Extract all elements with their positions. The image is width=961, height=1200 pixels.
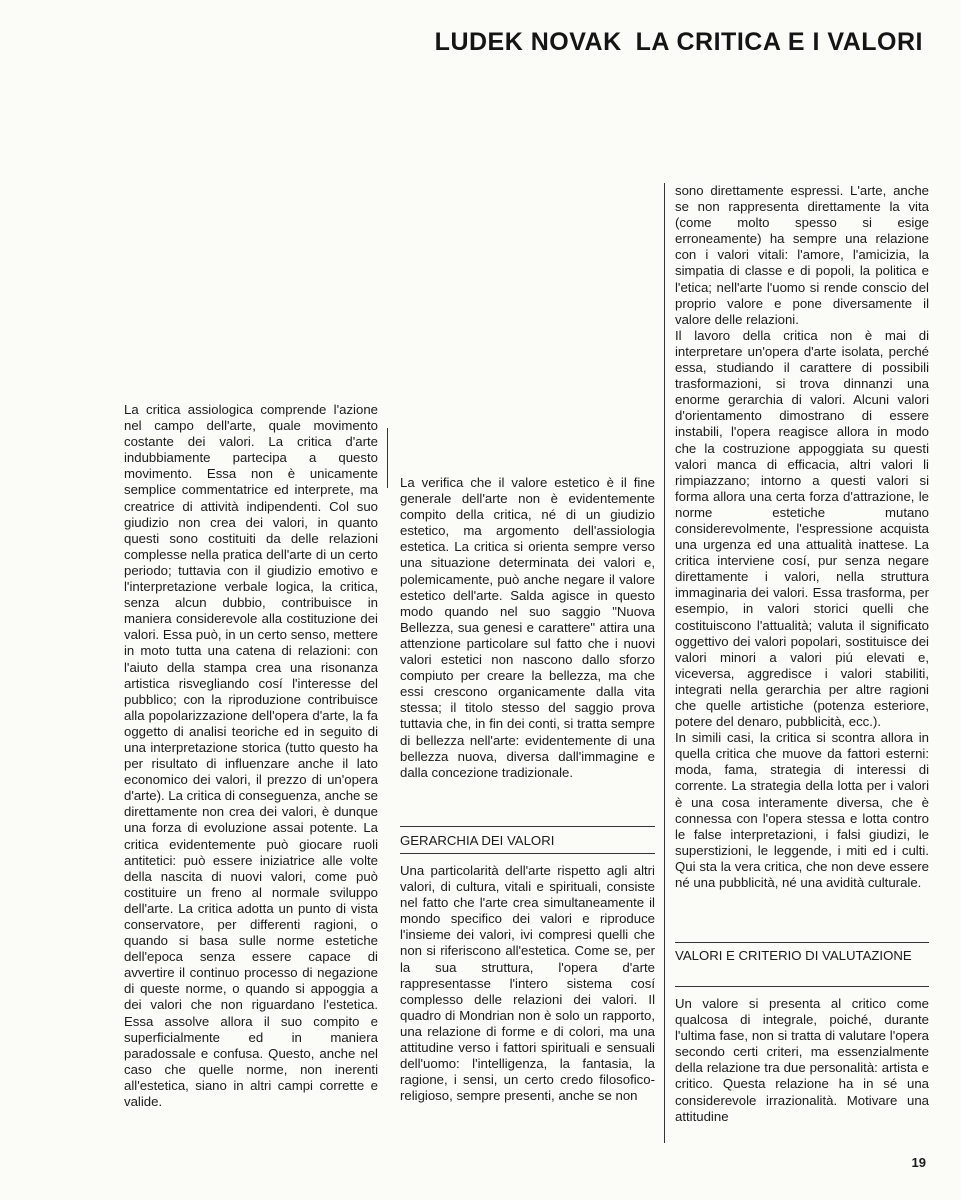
column-3-paragraph-2: Il lavoro della critica non è mai di interpretare un'opera d'arte isolata, perché essa, studiando il carattere di possibili trasformazioni, si trova dinnanzi una enorme gerarchia di valori. Alcuni valori d'orientamento dimostrano di essere instabili, l'opera reagisce allora in modo che la costruzione appoggiata su questi valori manca di efficacia, altri valori li rimpiazzano; intorno a questi valori si forma allora una certa forza d'attrazione, le norme estetiche mutano considerevolmente, l'espressione acquista una urgenza ed una attualità inattese. La critica interviene cosí, pur senza negare direttamente i valori, nella struttura immaginaria dei valori. Essa trasforma, per esempio, in valori storici quelli che costituiscono l'attualità; valuta il significato oggettivo dei valori popolari, sostituisce dei valori minori a valori piú elevati e, viceversa, aggredisce i valori stabiliti, integrati nella gerarchia per altre ragioni che quelle artistiche (potenza esteriore, potere del denaro, pubblicità, ecc.). (675, 327, 929, 730)
column-2-paragraph: La verifica che il valore estetico è il fine generale dell'arte non è evidentemente compito della critica, né di un giudizio estetico, ma argomento dell'assiologia estetica. La critica si orienta sempre verso una situazione determinata dei valori e, polemicamente, può anche negare il valore estetico dell'arte. Salda agisce in questo modo quando nel suo saggio "Nuova Bellezza, sua genesi e carattere" attira una attenzione particolare sul fatto che i nuovi valori estetici non nascono dallo sforzo compiuto per creare la bellezza, ma che essi crescono organicamente dalla vita stessa; il titolo stesso del saggio prova tuttavia che, in fin dei conti, si tratta sempre di bellezza nell'arte: evidentemente di una bellezza nuova, diversa dall'immagine e dalla concezione tradizionale. (400, 475, 655, 780)
section-rule-valori-bottom (675, 986, 929, 987)
column-rule-2 (664, 183, 665, 1143)
column-3-paragraph-3: In simili casi, la critica si scontra allora in quella critica che muove da fattori esterni: moda, fama, strategia di interessi di corrente. La strategia della lotta per i valori è una cosa interamente diversa, che è connessa con l'opera stessa e lotta contro le false interpretazioni, i falsi giudizi, le superstizioni, le leggende, i miti ed i culti. Qui sta la vera critica, che non deve essere né una pubblicità, né una avidità culturale. (675, 730, 929, 891)
column-3-section-paragraph: Un valore si presenta al critico come qualcosa di integrale, poiché, durante l'ultima fase, non si tratta di valutare l'opera secondo certi criteri, ma essenzialmente della relazione tra due personalità: artista e critico. Questa relazione ha in sé una considerevole irrazionalità. Motivare una attitudine (675, 996, 929, 1124)
column-3 (675, 183, 929, 891)
column-rule-1 (387, 428, 388, 488)
column-2-section (400, 863, 655, 1104)
page-number: 19 (911, 1155, 926, 1170)
section-rule-gerarchia (400, 826, 655, 827)
section-heading-gerarchia: GERARCHIA DEI VALORI (400, 833, 555, 848)
section-rule-gerarchia-bottom (400, 853, 655, 854)
column-1-paragraph: La critica assiologica comprende l'azione nel campo dell'arte, quale movimento costante dei valori. La critica d'arte indubbiamente partecipa a questo movimento. Essa non è unicamente semplice commentatrice ed interprete, ma creatrice di attività indipendenti. Col suo giudizio non crea dei valori, in quanto questi sono costituiti da delle relazioni complesse nella pratica dell'arte di un certo periodo; tuttavia con il giudizio emotivo e l'interpretazione verbale logica, la critica, senza alcun dubbio, contribuisce in maniera considerevole alla costituzione dei valori. Essa può, in un certo senso, mettere in moto tutta una catena di relazioni: con l'aiuto della stampa crea una risonanza artistica risvegliando cosí l'interesse del pubblico; con la riproduzione contribuisce alla popolarizzazione dell'opera d'arte, la fa oggetto di analisi teoriche ed in seguito di una interpretazione storica (tutto questo ha per risultato di influenzare anche il lato economico dei valori, il prezzo di un'opera d'arte). La critica di conseguenza, anche se direttamente non crea dei valori, è dunque una forza di evoluzione assai potente. La critica evidentemente può giocare ruoli antitetici: può essere iniziatrice alle volte della nascita di nuovi valori, come può costituire un freno al normale sviluppo dell'arte. La critica adotta un punto di vista conservatore, per differenti ragioni, o quando si basa sulle norme estetiche dell'epoca senza essere capace di avvertire il continuo processo di negazione di queste norme, o quando si appoggia a dei valori che non riguardano l'estetica. Essa assolve allora il suo compito e superficialmente ed in maniera paradossale e confusa. Questo, anche nel caso che quelle norme, non inerenti all'estetica, siano in altri campi corrette e valide. (124, 402, 378, 1110)
section-heading-valori: VALORI E CRITERIO DI VALUTAZIONE (675, 948, 912, 963)
column-3-paragraph-1: sono direttamente espressi. L'arte, anche se non rappresenta direttamente la vita (come molto spesso si esige erroneamente) ha sempre una relazione con i valori vitali: l'amore, l'amicizia, la simpatia di classe e di popoli, la politica e l'etica; nell'arte l'uomo si rende conscio del proprio valore e pone diversamente il valore delle relazioni. (675, 183, 929, 327)
column-2 (400, 475, 655, 781)
column-3-section (675, 996, 929, 1125)
column-1 (124, 402, 378, 1110)
author-name: LUDEK NOVAK (434, 28, 622, 56)
article-title: LA CRITICA E I VALORI (635, 28, 923, 56)
section-rule-valori (675, 942, 929, 943)
column-2-section-paragraph: Una particolarità dell'arte rispetto agli altri valori, di cultura, vitali e spirituali, consiste nel fatto che l'arte crea simultaneamente il mondo specifico dei valori e riproduce l'insieme dei valori, ivi compresi quelli che non si riferiscono all'estetica. Come se, per la sua struttura, l'opera d'arte rappresentasse l'intero sistema cosí complesso delle relazioni dei valori. Il quadro di Mondrian non è solo un rapporto, una relazione di forme e di colori, ma una attitudine verso i fattori spirituali e sensuali dell'uomo: l'intelligenza, la fantasia, la ragione, i sensi, un certo credo filosofico-religioso, sempre presenti, anche se non (400, 863, 655, 1104)
page-title (435, 28, 923, 57)
